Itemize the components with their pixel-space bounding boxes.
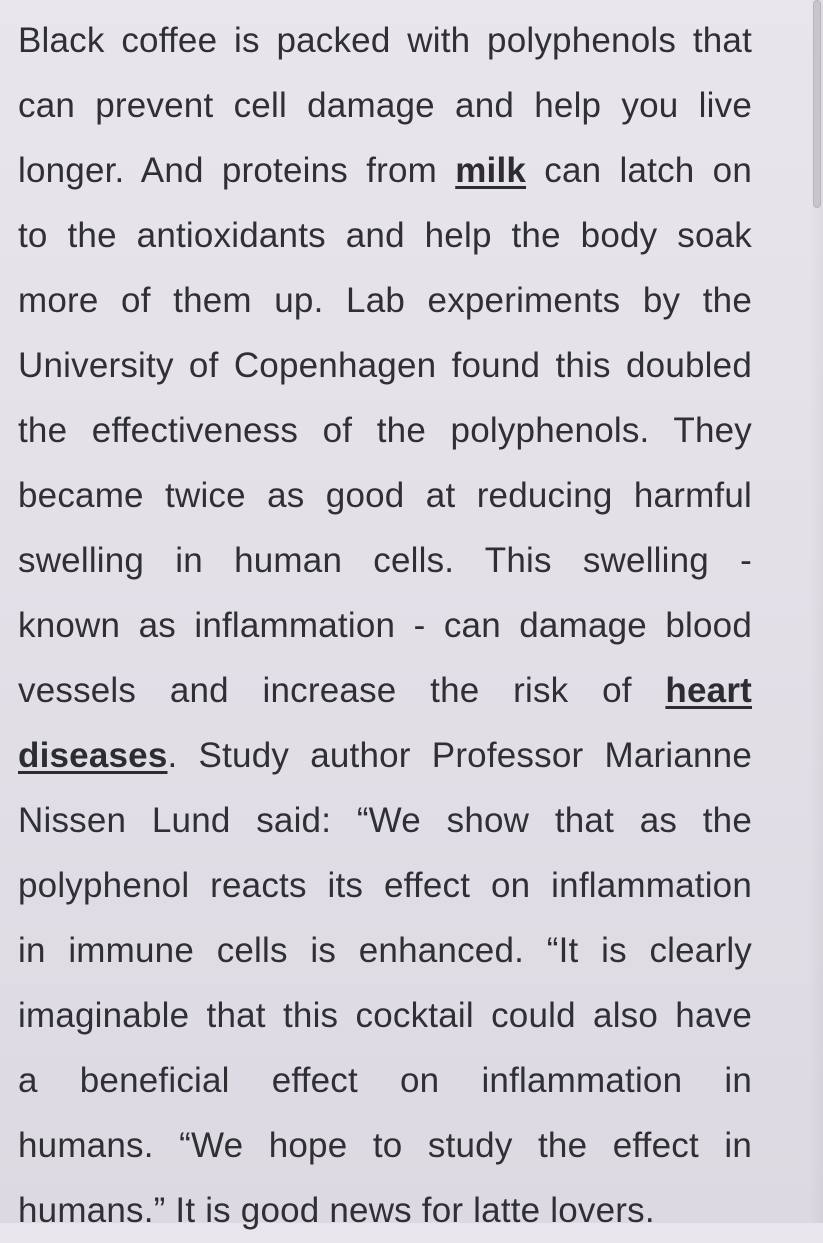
- article-line: [18, 658, 752, 723]
- heart-diseases-link-part2[interactable]: diseases: [18, 736, 168, 775]
- article-line: humans. “We hope to study the effect in: [18, 1126, 752, 1165]
- article-line: polyphenol reacts its effect on inflammation: [18, 866, 752, 905]
- article-line: [18, 138, 752, 203]
- line-text: . Study author Professor Marianne: [167, 736, 752, 775]
- article-line: known as inflammation - can damage blood: [18, 606, 752, 645]
- line-text: vessels and increase the risk of: [18, 671, 666, 710]
- scrollbar-track[interactable]: [809, 0, 823, 1223]
- article-line: University of Copenhagen found this doubled: [18, 346, 752, 385]
- article-line: swelling in human cells. This swelling -: [18, 541, 752, 580]
- heart-diseases-link-part1[interactable]: heart: [665, 671, 752, 710]
- article-line: can prevent cell damage and help you live: [18, 86, 752, 125]
- line-text: longer. And proteins from: [18, 151, 456, 190]
- article-line: Nissen Lund said: “We show that as the: [18, 801, 752, 840]
- article-line: imaginable that this cocktail could also have: [18, 996, 752, 1035]
- article-line: to the antioxidants and help the body soak: [18, 216, 752, 255]
- line-text: can latch on: [526, 151, 752, 190]
- article-line: the effectiveness of the polyphenols. They: [18, 411, 752, 450]
- article-line: a beneficial effect on inflammation in: [18, 1061, 752, 1100]
- scrollbar-thumb[interactable]: [813, 0, 821, 208]
- article-line: Black coffee is packed with polyphenols that: [18, 21, 752, 60]
- article-body: [18, 8, 752, 1243]
- milk-link[interactable]: milk: [455, 151, 527, 190]
- article-line: humans.” It is good news for latte lovers.: [18, 1191, 655, 1230]
- article-line: more of them up. Lab experiments by the: [18, 281, 752, 320]
- article-line: [18, 723, 752, 788]
- article-line: in immune cells is enhanced. “It is clearly: [18, 931, 752, 970]
- article-line: became twice as good at reducing harmful: [18, 476, 752, 515]
